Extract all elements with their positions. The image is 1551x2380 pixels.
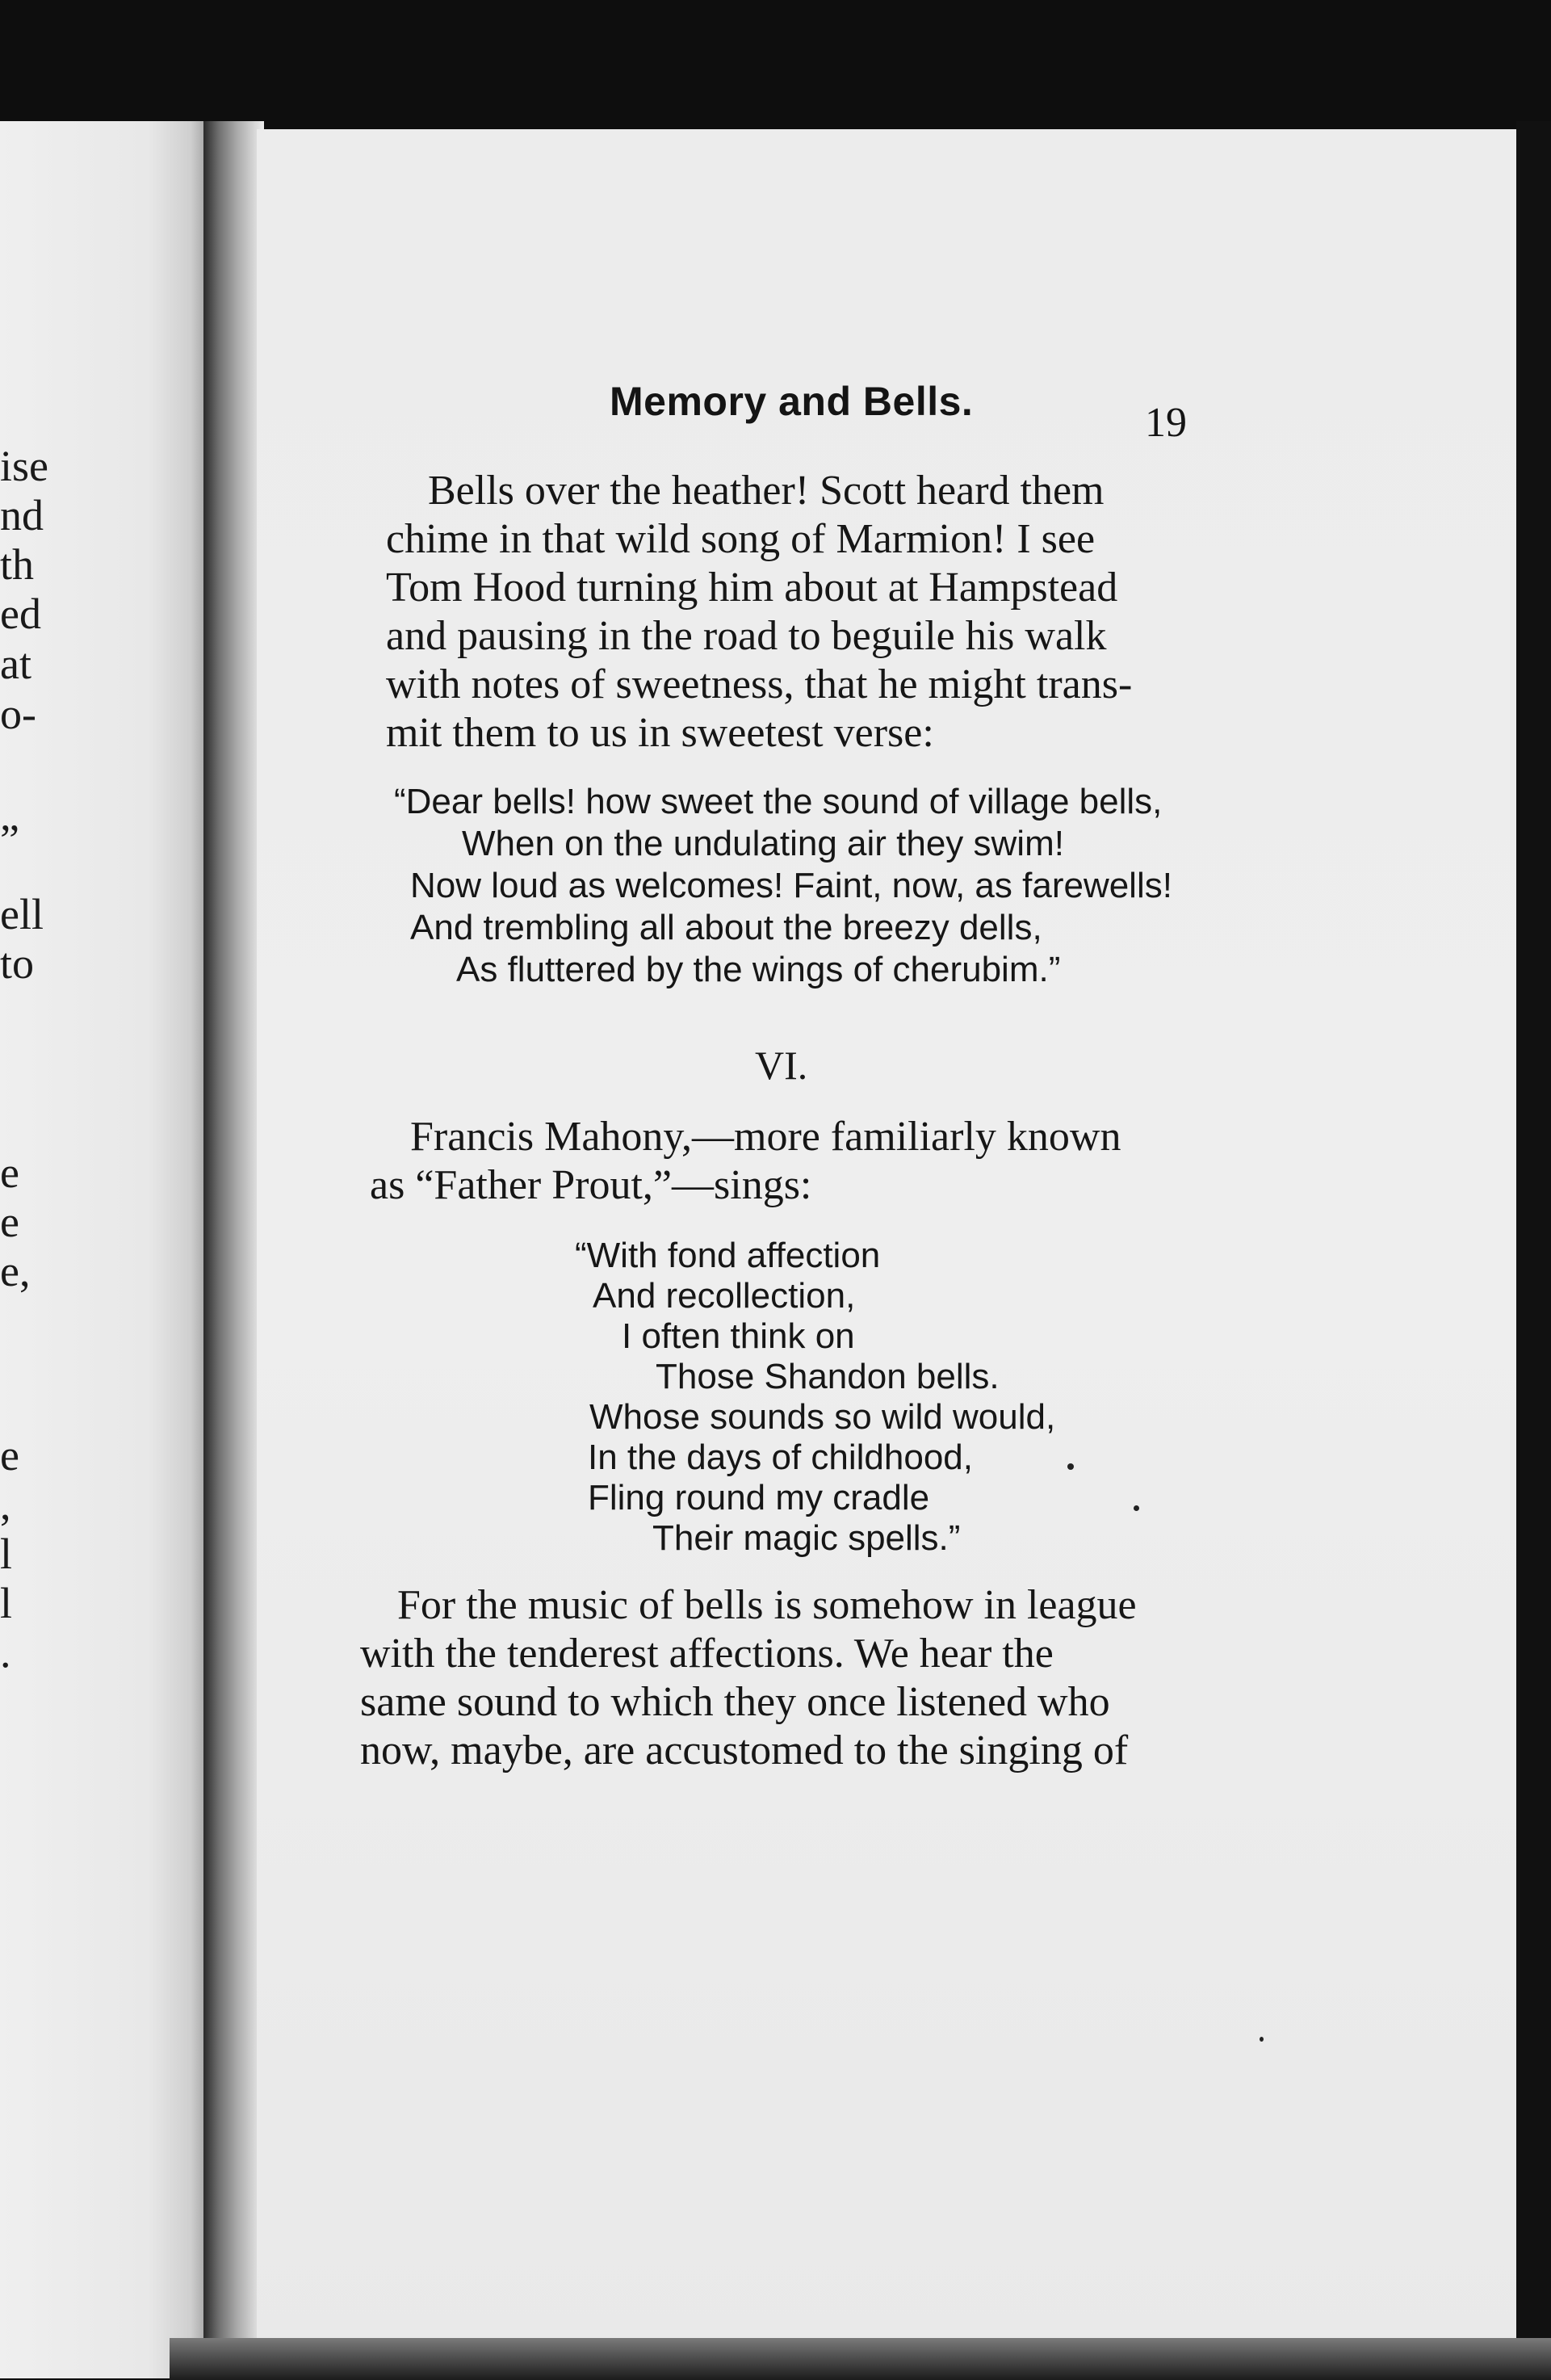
scan-speck: [1067, 1463, 1074, 1470]
paragraph-line: Bells over the heather! Scott heard them: [428, 468, 1105, 514]
left-page-fragment: ed: [0, 590, 41, 638]
verse-line: Those Shandon bells.: [656, 1357, 1000, 1396]
left-page-fragment: at: [0, 640, 31, 688]
verse-line: In the days of childhood,: [588, 1438, 973, 1477]
verse-line: “Dear bells! how sweet the sound of village bells,: [394, 782, 1163, 821]
paragraph-line: chime in that wild song of Marmion! I see: [386, 516, 1096, 562]
left-page-fragment: o-: [0, 690, 36, 738]
verse-line: And trembling all about the breezy dells,: [410, 908, 1042, 947]
left-page-fragment: l: [0, 1530, 13, 1578]
left-page-fragment: l: [0, 1579, 13, 1627]
scan-speck: [1134, 1505, 1139, 1511]
scan-speck: [1260, 2037, 1264, 2042]
paragraph-line: Francis Mahony,—more familiarly known: [410, 1114, 1121, 1160]
verse-line: Whose sounds so wild would,: [589, 1397, 1056, 1437]
paragraph-line: and pausing in the road to beguile his walk: [386, 613, 1107, 659]
left-page-fragment: to: [0, 939, 35, 988]
left-page-fragment: nd: [0, 491, 44, 539]
running-head: Memory and Bells.: [610, 379, 974, 424]
left-page-fragment: ise: [0, 442, 48, 490]
previous-page-edge: [0, 121, 212, 2378]
left-page-fragment: .: [0, 1628, 11, 1677]
paragraph-line: mit them to us in sweetest verse:: [386, 710, 934, 756]
verse-line: When on the undulating air they swim!: [462, 824, 1064, 863]
left-page-fragment: e: [0, 1431, 19, 1480]
paragraph-line: as “Father Prout,”—sings:: [370, 1162, 812, 1208]
left-page-fragment: th: [0, 540, 35, 589]
scan-border: [1516, 121, 1551, 2380]
verse-line: And recollection,: [593, 1276, 856, 1316]
left-page-fragment: e: [0, 1148, 19, 1197]
left-page-fragment: ”: [0, 816, 19, 864]
verse-line: I often think on: [622, 1316, 855, 1356]
paragraph-line: For the music of bells is somehow in league: [397, 1582, 1137, 1628]
verse-line: As fluttered by the wings of cherubim.”: [456, 950, 1061, 989]
paragraph-line: same sound to which they once listened who: [360, 1679, 1110, 1725]
paragraph-line: with notes of sweetness, that he might trans-: [386, 661, 1133, 707]
book-gutter-shadow: [203, 121, 264, 2378]
paragraph-line: now, maybe, are accustomed to the singing of: [360, 1727, 1129, 1773]
left-page-fragment: ,: [0, 1480, 11, 1529]
verse-line: Now loud as welcomes! Faint, now, as farewells!: [410, 866, 1172, 905]
left-page-fragment: ell: [0, 890, 44, 938]
page-number: 19: [1145, 400, 1187, 446]
verse-line: Their magic spells.”: [652, 1518, 961, 1558]
page-bottom-shadow: [170, 2338, 1551, 2380]
paragraph-line: with the tenderest affections. We hear the: [360, 1631, 1054, 1677]
verse-line: Fling round my cradle: [588, 1478, 930, 1517]
section-heading: VI.: [755, 1043, 808, 1088]
left-page-fragment: e,: [0, 1247, 31, 1295]
paragraph-line: Tom Hood turning him about at Hampstead: [386, 565, 1118, 611]
verse-line: “With fond affection: [575, 1236, 881, 1275]
left-page-fragment: e: [0, 1198, 19, 1246]
